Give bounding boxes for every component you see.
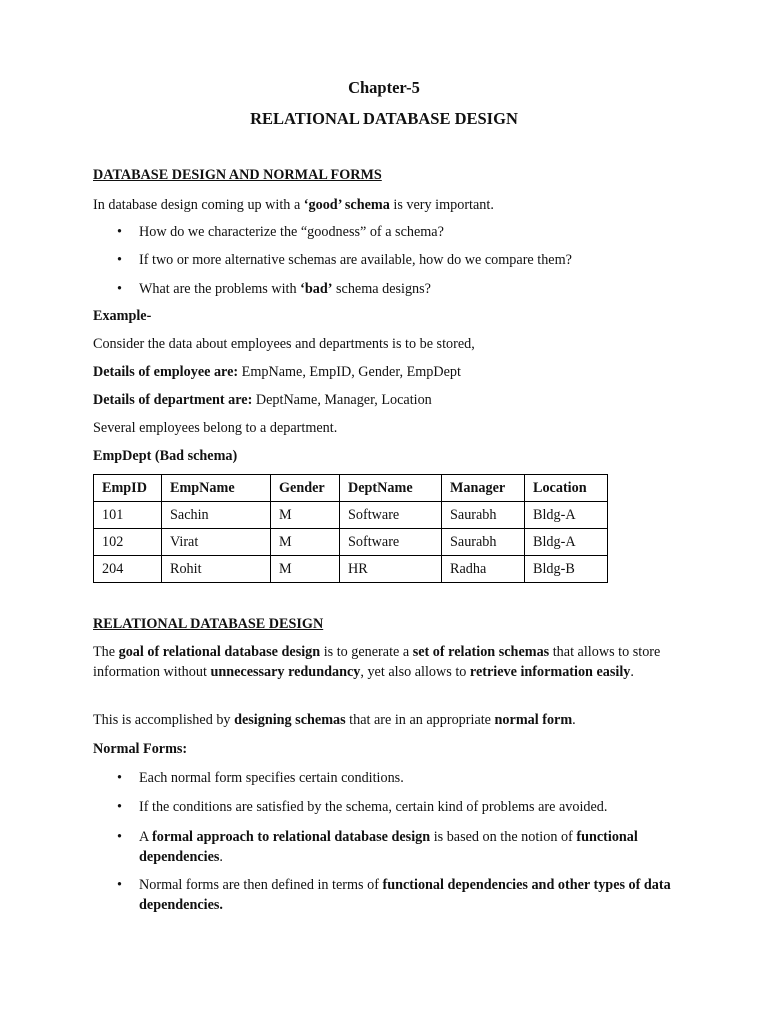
table-cell: Radha (442, 556, 525, 583)
list-item-bold: functional dependencies (139, 829, 638, 865)
list-item-bold: ‘bad’ (300, 281, 333, 297)
bullet-icon: • (117, 770, 122, 786)
list-item-text-pre: Normal forms are then defined in terms of (139, 877, 383, 893)
column-header: EmpName (162, 475, 271, 502)
normal-forms-label: Normal Forms: (93, 741, 188, 757)
paragraph-bold: unnecessary redundancy (210, 664, 361, 680)
paragraph-text: This is accomplished by (93, 712, 235, 728)
table-caption: EmpDept (Bad schema) (93, 448, 238, 464)
table-cell: 204 (94, 556, 162, 583)
list-item-text (139, 279, 679, 299)
paragraph-bold: set of relation schemas (412, 644, 550, 660)
paragraph-text: that allows to store information without (93, 644, 661, 680)
list-item-text (139, 827, 679, 867)
table-cell: 101 (94, 502, 162, 529)
empdept-table (93, 474, 608, 583)
department-details (93, 390, 683, 410)
list-item-text-post: . (219, 849, 223, 865)
list-item-text-post: schema designs? (332, 281, 431, 297)
column-header: Gender (271, 475, 340, 502)
list-item-text-pre: What are the problems with (139, 281, 301, 297)
paragraph-text: is to generate a (320, 644, 413, 660)
employee-details-value: EmpName, EmpID, Gender, EmpDept (238, 364, 461, 380)
paragraph-bold: goal of relational database design (118, 644, 321, 660)
bullet-icon: • (117, 252, 122, 268)
intro-text-end: is very important. (389, 197, 494, 213)
bullet-icon: • (117, 829, 122, 845)
bullet-icon: • (117, 877, 122, 893)
department-details-value: DeptName, Manager, Location (252, 392, 432, 408)
table-cell: Saurabh (442, 502, 525, 529)
department-details-label: Details of department are: (93, 392, 253, 408)
list-item-text-mid: is based on the notion of (430, 829, 577, 845)
list-item-text: If the conditions are satisfied by the schema, certain kind of problems are avoided. (139, 799, 608, 815)
list-item-text: If two or more alternative schemas are available, how do we compare them? (139, 252, 572, 268)
employee-details-label: Details of employee are: (93, 364, 239, 380)
column-header: DeptName (340, 475, 442, 502)
consider-paragraph: Consider the data about employees and departments is to be stored, (93, 336, 475, 352)
table-cell: Sachin (162, 502, 271, 529)
list-item-text (139, 875, 679, 915)
paragraph-bold: retrieve information easily (469, 664, 631, 680)
table-cell: Software (340, 529, 442, 556)
table-cell: Bldg-A (525, 529, 608, 556)
example-label: Example- (93, 308, 152, 324)
employee-details (93, 362, 683, 382)
table-row (94, 556, 608, 583)
column-header: Location (525, 475, 608, 502)
paragraph-bold: normal form (494, 712, 573, 728)
intro-text: In database design coming up with a (93, 197, 304, 213)
paragraph-bold: designing schemas (234, 712, 346, 728)
table-cell: HR (340, 556, 442, 583)
column-header: EmpID (94, 475, 162, 502)
column-header: Manager (442, 475, 525, 502)
table-row (94, 502, 608, 529)
several-employees-text: Several employees belong to a department. (93, 420, 338, 436)
accomplished-paragraph (93, 710, 683, 730)
table-cell: Bldg-A (525, 502, 608, 529)
table-cell: Software (340, 502, 442, 529)
page-title: RELATIONAL DATABASE DESIGN (250, 109, 518, 128)
goal-paragraph (93, 642, 683, 682)
bullet-icon: • (117, 281, 122, 297)
section-heading-relational-design: RELATIONAL DATABASE DESIGN (93, 616, 324, 632)
list-item-text-pre: A (139, 829, 153, 845)
bullet-icon: • (117, 799, 122, 815)
intro-paragraph (93, 195, 683, 215)
paragraph-text: The (93, 644, 119, 660)
section-heading-normal-forms: DATABASE DESIGN AND NORMAL FORMS (93, 167, 382, 183)
table-cell: M (271, 529, 340, 556)
table-cell: Bldg-B (525, 556, 608, 583)
table-header-row (94, 475, 608, 502)
table-cell: Virat (162, 529, 271, 556)
bullet-icon: • (117, 224, 122, 240)
table-cell: M (271, 502, 340, 529)
paragraph-text: that are in an appropriate (345, 712, 495, 728)
list-item-text: Each normal form specifies certain conditions. (139, 770, 404, 786)
list-item-bold: functional dependencies and other types of data dependencies. (139, 877, 671, 913)
paragraph-text: . (572, 712, 576, 728)
table-cell: 102 (94, 529, 162, 556)
intro-bold: ‘good’ schema (303, 197, 390, 213)
table-cell: M (271, 556, 340, 583)
table-row (94, 529, 608, 556)
table-cell: Rohit (162, 556, 271, 583)
paragraph-text: . (630, 664, 634, 680)
list-item-text: How do we characterize the “goodness” of a schema? (139, 224, 444, 240)
table-cell: Saurabh (442, 529, 525, 556)
paragraph-text: , yet also allows to (360, 664, 470, 680)
chapter-label: Chapter-5 (348, 78, 420, 97)
list-item-bold: formal approach to relational database design (152, 829, 431, 845)
